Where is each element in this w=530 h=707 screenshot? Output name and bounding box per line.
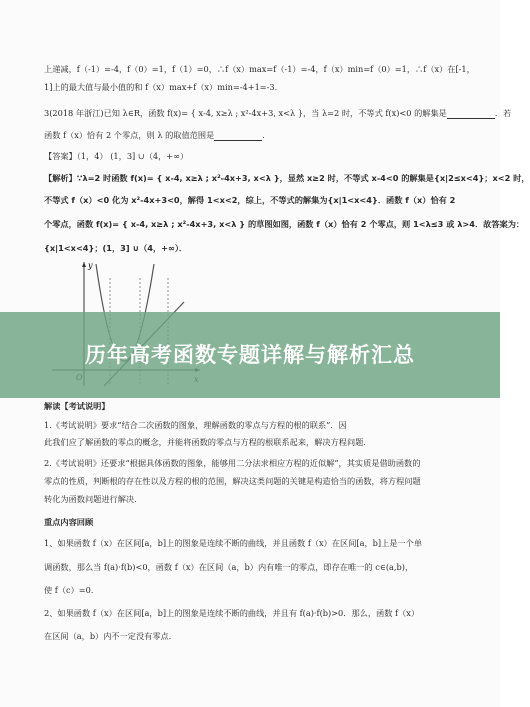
text-line: 在区间（a，b）内不一定没有零点． [44, 631, 177, 641]
text-line: 调函数，那么当 f(a)·f(b)<0，函数 f（x）在区间（a，b）内有唯一的零点，即存在唯一的 c∈(a,b)， [44, 562, 414, 572]
question-3-line-2: 函数 f（x）恰有 2 个零点，则 λ 的取值范围是 ． [44, 130, 271, 140]
banner-title: 历年高考函数专题详解与解析汇总 [85, 342, 415, 367]
analysis-line: 【解析】∵λ=2 时函数 f(x)= { x-4, x≥λ ; x²-4x+3, x<λ }，显然 x≥2 时，不等式 x-4<0 的解集是{x|2≤x<4}；x<2 时， [44, 173, 530, 183]
text-line: 1.《考试说明》要求“结合二次函数的图象，理解函数的零点与方程的根的联系”．因 [44, 420, 347, 430]
analysis-line: {x|1<x<4}；(1，3] ∪（4，+∞）． [44, 243, 188, 253]
section-heading: 重点内容回顾 [44, 517, 94, 527]
question-3-line: 3(2018 年浙江)已知 λ∈R，函数 f(x)= { x-4, x≥λ ; x²-4x+3, x<λ }，当 λ=2 时，不等式 f(x)<0 的解集是 ．若 [44, 108, 512, 118]
answer-blank [214, 132, 262, 141]
title-banner [0, 312, 500, 398]
text-line: 1]上的最大值与最小值的和 f（x）max+f（x）min=-4+1=-3. [44, 82, 278, 92]
y-axis-arrow [82, 262, 86, 267]
text-line: 2.《考试说明》还要求“根据具体函数的图象，能够用二分法求相应方程的近似解”，其实质是借助函数的 [44, 458, 421, 468]
y-axis-label: y [88, 261, 93, 270]
analysis-line: 个零点，函数 f(x)= { x-4, x≥λ ; x²-4x+3, x<λ } 的草图如图，函数 f（x）恰有 2 个零点，则 1<λ≤3 或 λ>4．故答案为： [44, 219, 525, 229]
answer-line: 【答案】（1，4） (1，3] ∪（4，+∞） [44, 151, 189, 161]
text-line: 零点的性质，判断根的存在性以及方程的根的范围，解决这类问题的关键是构造恰当的函数，将方程问题 [44, 476, 421, 486]
text-line: 此我们应了解函数的零点的概念，并能将函数的零点与方程的根联系起来，解决方程问题． [44, 437, 372, 447]
text-line: 上递减，f（-1）=-4，f（0）=1，f（1）=0，∴f（x）max=f（-1）=-4，f（x）min=f（0）=1，∴f（x）在[-1， [44, 64, 475, 74]
answer-blank [447, 110, 495, 119]
section-heading: 解读【考试说明】 [44, 401, 110, 411]
text-line: 2、如果函数 f（x）在区间[a，b]上的图象是连续不断的曲线，并且有 f(a)·f(b)>0．那么，函数 f（x） [44, 608, 420, 618]
analysis-line: 不等式 f（x）<0 化为 x²-4x+3<0，解得 1<x<2，综上，不等式的解集为{x|1<x<4}．函数 f（x）恰有 2 [44, 195, 456, 205]
text-line: 使 f（c）=0． [44, 585, 100, 595]
text-line: 1、如果函数 f（x）在区间[a，b]上的图象是连续不断的曲线，并且函数 f（x）在区间[a，b]上是一个单 [44, 538, 423, 548]
text-line: 转化为函数问题进行解决． [44, 494, 143, 504]
